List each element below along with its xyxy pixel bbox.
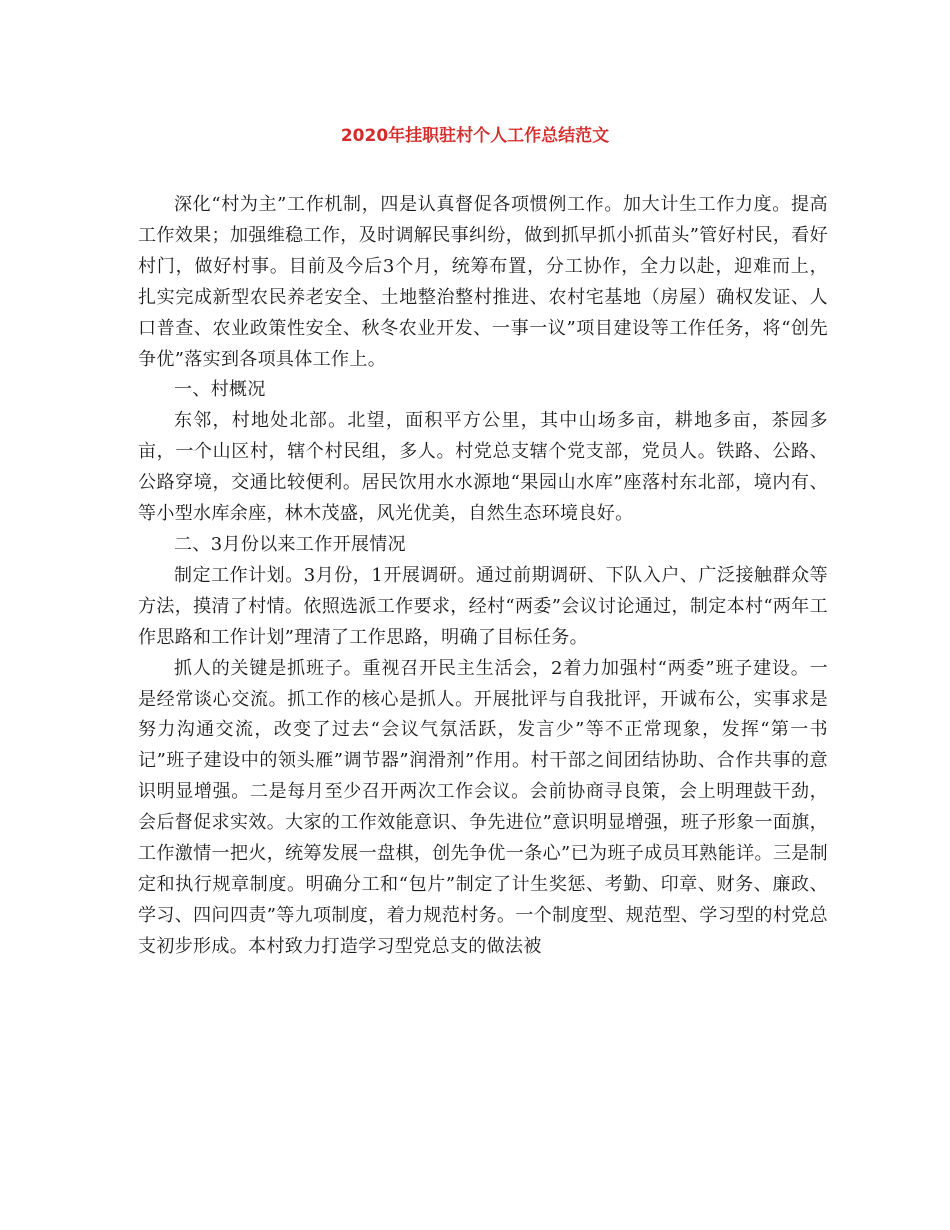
document-body <box>138 190 828 963</box>
section-heading-village-overview: 一、村概况 <box>174 379 266 401</box>
section-heading-work-progress: 二、3月份以来工作开展情况 <box>174 533 407 555</box>
paragraph-village-overview: 东邻，村地处北部。北望，面积平方公里，其中山场多亩，耕地多亩，茶园多亩，一个山区村，辖个村民组，多人。村党总支辖个党支部，党员人。铁路、公路、公路穿境，交通比较便利。居民饮用水水源地“果园山水库”座落村东北部，境内有、等小型水库余座，林木茂盛，风光优美，自然生态环境良好。 <box>138 410 828 525</box>
document-title: 2020年挂职驻村个人工作总结范文 <box>340 126 610 146</box>
paragraph-work-plan: 制定工作计划。3月份，1开展调研。通过前期调研、下队入户、广泛接触群众等方法，摸清了村情。依照选派工作要求，经村“两委”会议讨论通过，制定本村“两年工作思路和工作计划”理清了工作思路，明确了目标任务。 <box>138 564 828 648</box>
paragraph-intro: 深化“村为主”工作机制，四是认真督促各项惯例工作。加大计生工作力度。提高工作效果；加强维稳工作，及时调解民事纠纷，做到抓早抓小抓苗头”管好村民，看好村门，做好村事。目前及今后3个月，统筹布置，分工协作，全力以赴，迎难而上，扎实完成新型农民养老安全、土地整治整村推进、农村宅基地（房屋）确权发证、人口普查、农业政策性安全、秋冬农业开发、一事一议”项目建设等工作任务，将“创先争优”落实到各项具体工作上。 <box>138 194 828 370</box>
paragraph-team-building: 抓人的关键是抓班子。重视召开民主生活会，2着力加强村“两委”班子建设。一是经常谈心交流。抓工作的核心是抓人。开展批评与自我批评，开诚布公，实事求是努力沟通交流，改变了过去“会议气氛活跃，发言少”等不正常现象，发挥“第一书记”班子建设中的领头雁”调节器”润滑剂”作用。村干部之间团结协助、合作共事的意识明显增强。二是每月至少召开两次工作会议。会前协商寻良策，会上明理鼓干劲，会后督促求实效。大家的工作效能意识、争先进位”意识明显增强，班子形象一面旗，工作激情一把火，统筹发展一盘棋，创先争优一条心”已为班子成员耳熟能详。三是制定和执行规章制度。明确分工和“包片”制定了计生奖惩、考勤、印章、财务、廉政、学习、四问四责”等九项制度，着力规范村务。一个制度型、规范型、学习型的村党总支初步形成。本村致力打造学习型党总支的做法被 <box>138 657 828 957</box>
